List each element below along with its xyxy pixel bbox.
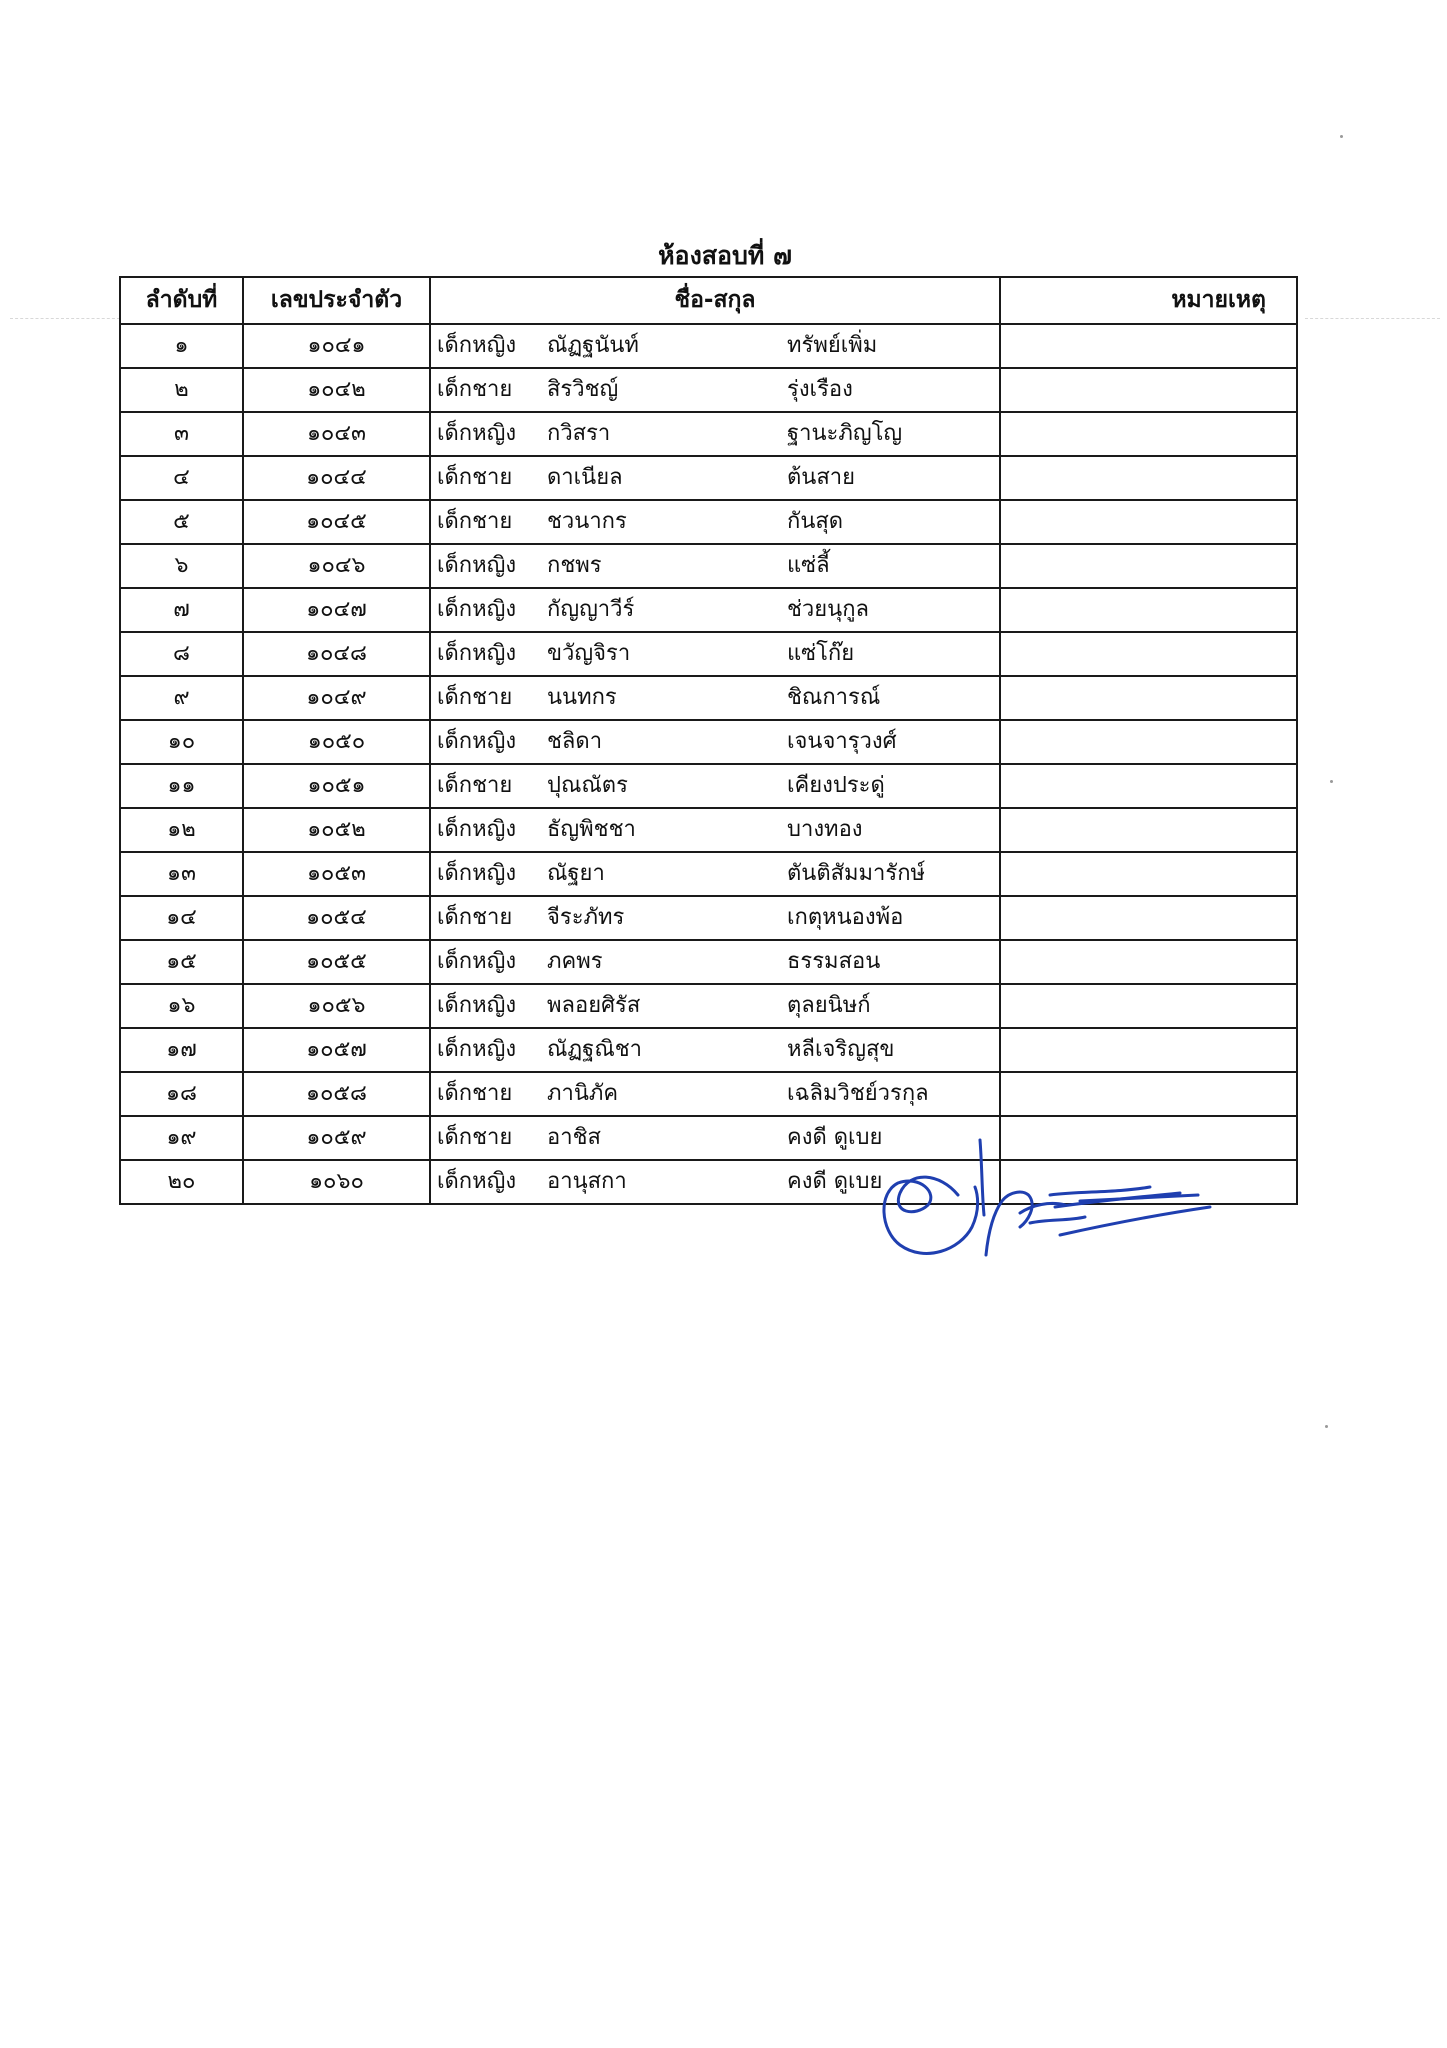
student-full-name bbox=[430, 1072, 1000, 1116]
student-title: เด็กหญิง bbox=[437, 861, 517, 886]
remark-cell bbox=[1000, 808, 1297, 852]
remark-cell bbox=[1000, 368, 1297, 412]
scan-artifact-line bbox=[10, 318, 120, 319]
student-last-name: ช่วยนุกูล bbox=[787, 597, 870, 622]
student-first-name: กวิสรา bbox=[547, 421, 611, 446]
remark-cell bbox=[1000, 500, 1297, 544]
student-id: ๑๐๔๓ bbox=[243, 412, 430, 456]
student-title: เด็กหญิง bbox=[437, 333, 517, 358]
student-first-name: ชลิดา bbox=[547, 729, 603, 754]
student-full-name bbox=[430, 588, 1000, 632]
remark-cell bbox=[1000, 1028, 1297, 1072]
student-first-name: ภานิภัค bbox=[547, 1081, 619, 1106]
row-number: ๗ bbox=[120, 588, 243, 632]
table-row bbox=[120, 412, 1297, 456]
student-title: เด็กหญิง bbox=[437, 1037, 517, 1062]
header-note: หมายเหตุ bbox=[1000, 277, 1297, 324]
student-last-name: ต้นสาย bbox=[787, 465, 855, 490]
scan-artifact-line bbox=[1305, 318, 1440, 319]
student-last-name: แซ่ลี้ bbox=[787, 553, 830, 578]
student-last-name: เจนจารุวงศ์ bbox=[787, 729, 897, 754]
scan-artifact-dot bbox=[1330, 780, 1333, 783]
student-first-name: ชวนากร bbox=[547, 509, 627, 534]
student-first-name: อาชิส bbox=[547, 1125, 601, 1150]
table-row bbox=[120, 852, 1297, 896]
table-row bbox=[120, 588, 1297, 632]
student-last-name: เคียงประดู่ bbox=[787, 773, 885, 798]
table-row bbox=[120, 544, 1297, 588]
student-title: เด็กชาย bbox=[437, 1125, 513, 1150]
student-full-name bbox=[430, 808, 1000, 852]
table-row bbox=[120, 368, 1297, 412]
student-last-name: ตุลยนิษก์ bbox=[787, 993, 871, 1018]
row-number: ๖ bbox=[120, 544, 243, 588]
student-first-name: กัญญาวีร์ bbox=[547, 597, 635, 622]
student-title: เด็กชาย bbox=[437, 509, 513, 534]
table-row bbox=[120, 984, 1297, 1028]
remark-cell bbox=[1000, 412, 1297, 456]
student-title: เด็กชาย bbox=[437, 685, 513, 710]
scan-artifact-dot bbox=[1340, 135, 1343, 138]
row-number: ๒๐ bbox=[120, 1160, 243, 1204]
student-id: ๑๐๔๕ bbox=[243, 500, 430, 544]
row-number: ๙ bbox=[120, 676, 243, 720]
row-number: ๑๑ bbox=[120, 764, 243, 808]
student-full-name bbox=[430, 412, 1000, 456]
student-id: ๑๐๔๗ bbox=[243, 588, 430, 632]
student-last-name: ชิณการณ์ bbox=[787, 685, 881, 710]
student-id: ๑๐๕๒ bbox=[243, 808, 430, 852]
table-row bbox=[120, 764, 1297, 808]
row-number: ๔ bbox=[120, 456, 243, 500]
student-full-name bbox=[430, 544, 1000, 588]
student-last-name: คงดี ดูเบย bbox=[787, 1169, 883, 1194]
handwritten-signature bbox=[880, 1135, 1260, 1305]
student-last-name: ธรรมสอน bbox=[787, 949, 881, 974]
row-number: ๘ bbox=[120, 632, 243, 676]
scan-artifact-dot bbox=[1325, 1425, 1328, 1428]
student-last-name: เกตุหนองพ้อ bbox=[787, 905, 904, 930]
student-id: ๑๐๔๔ bbox=[243, 456, 430, 500]
student-full-name bbox=[430, 324, 1000, 368]
student-title: เด็กหญิง bbox=[437, 817, 517, 842]
remark-cell bbox=[1000, 940, 1297, 984]
student-id: ๑๐๔๙ bbox=[243, 676, 430, 720]
table-body bbox=[120, 324, 1297, 1204]
student-full-name bbox=[430, 456, 1000, 500]
student-id: ๑๐๖๐ bbox=[243, 1160, 430, 1204]
remark-cell bbox=[1000, 632, 1297, 676]
remark-cell bbox=[1000, 544, 1297, 588]
row-number: ๑ bbox=[120, 324, 243, 368]
remark-cell bbox=[1000, 676, 1297, 720]
remark-cell bbox=[1000, 588, 1297, 632]
student-first-name: ขวัญจิรา bbox=[547, 641, 631, 666]
student-title: เด็กชาย bbox=[437, 905, 513, 930]
student-last-name: แซ่โก๊ย bbox=[787, 641, 855, 666]
table-row bbox=[120, 720, 1297, 764]
row-number: ๓ bbox=[120, 412, 243, 456]
remark-cell bbox=[1000, 852, 1297, 896]
student-title: เด็กชาย bbox=[437, 377, 513, 402]
student-title: เด็กหญิง bbox=[437, 641, 517, 666]
table-row bbox=[120, 324, 1297, 368]
student-id: ๑๐๕๗ bbox=[243, 1028, 430, 1072]
student-first-name: ณัฏฐณิชา bbox=[547, 1037, 643, 1062]
student-full-name bbox=[430, 940, 1000, 984]
student-last-name: เฉลิมวิชย์วรกุล bbox=[787, 1081, 929, 1106]
student-full-name bbox=[430, 632, 1000, 676]
student-first-name: สิรวิชญ์ bbox=[547, 377, 619, 402]
table-header-row bbox=[120, 277, 1297, 324]
student-first-name: พลอยศิรัส bbox=[547, 993, 641, 1018]
student-full-name bbox=[430, 896, 1000, 940]
table-row bbox=[120, 1072, 1297, 1116]
student-id: ๑๐๕๖ bbox=[243, 984, 430, 1028]
student-id: ๑๐๕๙ bbox=[243, 1116, 430, 1160]
student-title: เด็กหญิง bbox=[437, 1169, 517, 1194]
table-row bbox=[120, 1028, 1297, 1072]
row-number: ๕ bbox=[120, 500, 243, 544]
student-first-name: อานุสกา bbox=[547, 1169, 627, 1194]
table-row bbox=[120, 676, 1297, 720]
row-number: ๑๕ bbox=[120, 940, 243, 984]
header-name: ชื่อ-สกุล bbox=[430, 277, 1000, 324]
student-title: เด็กชาย bbox=[437, 465, 513, 490]
student-full-name bbox=[430, 720, 1000, 764]
student-roster-table bbox=[119, 276, 1298, 1205]
student-full-name bbox=[430, 500, 1000, 544]
student-id: ๑๐๕๕ bbox=[243, 940, 430, 984]
remark-cell bbox=[1000, 456, 1297, 500]
student-id: ๑๐๔๘ bbox=[243, 632, 430, 676]
student-title: เด็กหญิง bbox=[437, 949, 517, 974]
student-last-name: ทรัพย์เพิ่ม bbox=[787, 333, 878, 358]
student-first-name: ณัฏฐนันท์ bbox=[547, 333, 639, 358]
student-full-name bbox=[430, 1028, 1000, 1072]
student-id: ๑๐๕๐ bbox=[243, 720, 430, 764]
header-id: เลขประจำตัว bbox=[243, 277, 430, 324]
student-first-name: นนทกร bbox=[547, 685, 617, 710]
student-id: ๑๐๔๖ bbox=[243, 544, 430, 588]
student-title: เด็กหญิง bbox=[437, 553, 517, 578]
student-last-name: ตันติสัมมารักษ์ bbox=[787, 861, 926, 886]
student-id: ๑๐๔๑ bbox=[243, 324, 430, 368]
remark-cell bbox=[1000, 324, 1297, 368]
student-id: ๑๐๕๓ bbox=[243, 852, 430, 896]
student-last-name: รุ่งเรือง bbox=[787, 377, 853, 402]
student-full-name bbox=[430, 764, 1000, 808]
student-last-name: คงดี ดูเบย bbox=[787, 1125, 883, 1150]
student-first-name: กชพร bbox=[547, 553, 602, 578]
row-number: ๑๙ bbox=[120, 1116, 243, 1160]
remark-cell bbox=[1000, 720, 1297, 764]
student-title: เด็กหญิง bbox=[437, 597, 517, 622]
student-title: เด็กหญิง bbox=[437, 993, 517, 1018]
row-number: ๑๗ bbox=[120, 1028, 243, 1072]
student-title: เด็กชาย bbox=[437, 773, 513, 798]
student-title: เด็กหญิง bbox=[437, 421, 517, 446]
remark-cell bbox=[1000, 896, 1297, 940]
student-first-name: ธัญพิชชา bbox=[547, 817, 636, 842]
header-no: ลำดับที่ bbox=[120, 277, 243, 324]
remark-cell bbox=[1000, 1072, 1297, 1116]
room-title: ห้องสอบที่ ๗ bbox=[658, 241, 792, 270]
table-row bbox=[120, 940, 1297, 984]
student-first-name: ภคพร bbox=[547, 949, 603, 974]
student-first-name: จีระภัทร bbox=[547, 905, 625, 930]
table-row bbox=[120, 896, 1297, 940]
student-title: เด็กหญิง bbox=[437, 729, 517, 754]
student-last-name: บางทอง bbox=[787, 817, 863, 842]
student-full-name bbox=[430, 368, 1000, 412]
table-row bbox=[120, 500, 1297, 544]
row-number: ๑๘ bbox=[120, 1072, 243, 1116]
student-first-name: ณัฐยา bbox=[547, 861, 605, 886]
row-number: ๑๔ bbox=[120, 896, 243, 940]
student-full-name bbox=[430, 852, 1000, 896]
row-number: ๑๓ bbox=[120, 852, 243, 896]
student-id: ๑๐๔๒ bbox=[243, 368, 430, 412]
student-last-name: หลีเจริญสุข bbox=[787, 1037, 895, 1062]
student-id: ๑๐๕๘ bbox=[243, 1072, 430, 1116]
row-number: ๑๐ bbox=[120, 720, 243, 764]
student-id: ๑๐๕๑ bbox=[243, 764, 430, 808]
student-first-name: ดาเนียล bbox=[547, 465, 623, 490]
student-id: ๑๐๕๔ bbox=[243, 896, 430, 940]
table-row bbox=[120, 632, 1297, 676]
row-number: ๑๒ bbox=[120, 808, 243, 852]
table-row bbox=[120, 808, 1297, 852]
remark-cell bbox=[1000, 764, 1297, 808]
table-row bbox=[120, 456, 1297, 500]
row-number: ๑๖ bbox=[120, 984, 243, 1028]
student-title: เด็กชาย bbox=[437, 1081, 513, 1106]
student-full-name bbox=[430, 676, 1000, 720]
student-last-name: ฐานะภิญโญ bbox=[787, 421, 903, 446]
student-full-name bbox=[430, 984, 1000, 1028]
remark-cell bbox=[1000, 984, 1297, 1028]
student-first-name: ปุณณัตร bbox=[547, 773, 628, 798]
row-number: ๒ bbox=[120, 368, 243, 412]
student-last-name: กันสุด bbox=[787, 509, 844, 534]
